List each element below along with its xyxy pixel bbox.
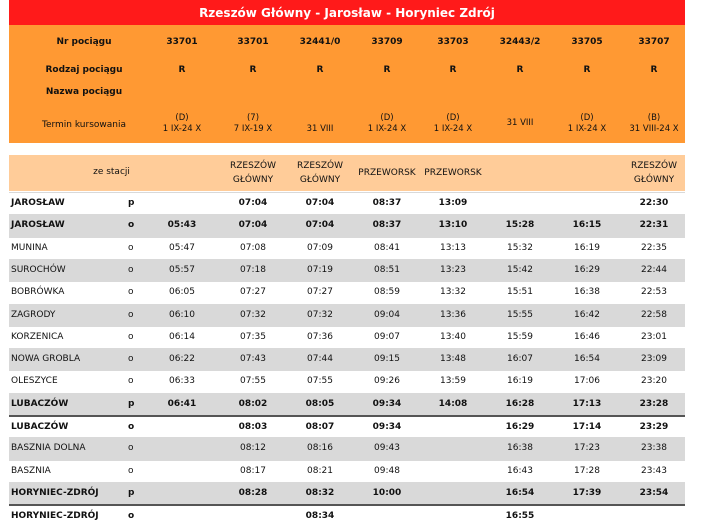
time-cell: 13:23 xyxy=(440,264,466,275)
time-cell: 16:38 xyxy=(574,287,600,298)
header-gap xyxy=(9,143,685,155)
train-number: 32443/2 xyxy=(499,37,541,47)
time-cell: 06:14 xyxy=(169,331,195,342)
train-number: 33703 xyxy=(437,37,469,47)
time-cell: 13:48 xyxy=(440,354,466,365)
table-row xyxy=(9,348,685,371)
arrival-departure-flag: o xyxy=(128,443,134,454)
time-cell: 16:19 xyxy=(574,242,600,253)
train-number: 33705 xyxy=(571,37,603,47)
arrival-departure-flag: o xyxy=(128,309,134,320)
train-type: R xyxy=(650,65,658,75)
time-cell: 13:13 xyxy=(440,242,466,253)
time-cell: 06:41 xyxy=(167,398,197,409)
arrival-departure-flag: o xyxy=(128,220,135,231)
train-schedule: (B) 31 VIII-24 X xyxy=(629,113,679,134)
time-cell: 08:16 xyxy=(307,443,333,454)
time-cell: 10:00 xyxy=(372,487,402,498)
time-cell: 16:46 xyxy=(574,331,600,342)
time-cell: 15:51 xyxy=(507,287,533,298)
time-cell: 07:32 xyxy=(240,309,266,320)
time-cell: 16:15 xyxy=(572,220,602,231)
time-cell: 09:34 xyxy=(372,398,402,409)
station-name: BASZNIA DOLNA xyxy=(11,443,86,454)
time-cell: 07:19 xyxy=(307,264,333,275)
time-cell: 22:30 xyxy=(639,198,669,208)
time-cell: 06:10 xyxy=(169,309,195,320)
time-cell: 13:32 xyxy=(440,287,466,298)
time-cell: 06:05 xyxy=(169,287,195,298)
time-cell: 08:03 xyxy=(238,422,268,432)
time-cell: 22:53 xyxy=(641,287,667,298)
time-cell: 15:42 xyxy=(507,264,533,275)
table-row xyxy=(9,214,685,237)
timetable-title: Rzeszów Główny - Jarosław - Horyniec Zdrój xyxy=(9,0,685,25)
time-cell: 05:57 xyxy=(169,264,195,275)
train-schedule-label: Termin kursowania xyxy=(41,120,126,130)
time-cell: 07:27 xyxy=(240,287,266,298)
time-cell: 16:07 xyxy=(507,354,533,365)
train-type: R xyxy=(383,65,391,75)
time-cell: 07:04 xyxy=(238,198,268,208)
table-row xyxy=(9,482,685,505)
time-cell: 08:59 xyxy=(374,287,400,298)
train-type: R xyxy=(583,65,591,75)
train-number: 32441/0 xyxy=(299,37,341,47)
time-cell: 08:37 xyxy=(372,198,402,208)
station-name: SUROCHÓW xyxy=(11,264,66,275)
station-name: HORYNIEC-ZDRÓJ xyxy=(11,487,99,498)
time-cell: 13:10 xyxy=(438,220,468,231)
train-type: R xyxy=(178,65,186,75)
train-header xyxy=(9,25,685,143)
time-cell: 07:55 xyxy=(307,376,333,387)
time-cell: 08:34 xyxy=(305,511,335,522)
table-row xyxy=(9,259,685,282)
time-cell: 13:36 xyxy=(440,309,466,320)
time-cell: 08:28 xyxy=(238,487,268,498)
arrival-departure-flag: o xyxy=(128,376,134,387)
time-cell: 09:34 xyxy=(372,422,402,432)
time-cell: 07:35 xyxy=(240,331,266,342)
station-name: LUBACZÓW xyxy=(11,422,69,432)
arrival-departure-flag: o xyxy=(128,422,135,432)
time-cell: 23:38 xyxy=(641,443,667,454)
time-cell: 22:58 xyxy=(641,309,667,320)
table-row xyxy=(9,237,685,260)
time-cell: 23:01 xyxy=(641,331,667,342)
train-schedule: (7) 7 IX-19 X xyxy=(233,113,273,134)
table-row xyxy=(9,460,685,483)
time-cell: 16:42 xyxy=(574,309,600,320)
time-cell: 07:27 xyxy=(307,287,333,298)
time-cell: 07:32 xyxy=(307,309,333,320)
arrival-departure-flag: o xyxy=(128,287,134,298)
time-cell: 16:43 xyxy=(507,465,533,476)
time-cell: 08:17 xyxy=(240,465,266,476)
time-cell: 06:33 xyxy=(169,376,195,387)
train-name-label: Nazwa pociągu xyxy=(45,87,123,97)
time-cell: 08:21 xyxy=(307,465,333,476)
origin-label: ze stacji xyxy=(93,167,130,177)
time-cell: 08:02 xyxy=(238,398,268,409)
train-type: R xyxy=(249,65,257,75)
time-cell: 16:54 xyxy=(505,487,535,498)
train-schedule: (D) 1 IX-24 X xyxy=(162,113,202,134)
time-cell: 17:23 xyxy=(574,443,600,454)
time-cell: 07:09 xyxy=(307,242,333,253)
train-number-label: Nr pociągu xyxy=(56,37,112,47)
time-cell: 15:32 xyxy=(507,242,533,253)
station-name: BOBRÓWKA xyxy=(11,287,65,298)
time-cell: 22:31 xyxy=(639,220,669,231)
train-type: R xyxy=(516,65,524,75)
table-row xyxy=(9,326,685,349)
train-number: 33701 xyxy=(166,37,198,47)
train-number: 33707 xyxy=(638,37,670,47)
time-cell: 13:59 xyxy=(440,376,466,387)
time-cell: 05:43 xyxy=(167,220,197,231)
station-name: ZAGRODY xyxy=(11,309,56,320)
time-cell: 08:32 xyxy=(305,487,335,498)
time-cell: 15:59 xyxy=(507,331,533,342)
arrival-departure-flag: p xyxy=(128,198,135,208)
train-number: 33709 xyxy=(371,37,403,47)
time-cell: 17:28 xyxy=(574,465,600,476)
table-row xyxy=(9,281,685,304)
arrival-departure-flag: o xyxy=(128,331,134,342)
time-cell: 23:29 xyxy=(639,422,669,432)
origin-header xyxy=(9,155,685,191)
time-cell: 16:19 xyxy=(507,376,533,387)
station-name: LUBACZÓW xyxy=(11,398,69,409)
time-cell: 16:55 xyxy=(505,511,535,522)
time-cell: 22:35 xyxy=(641,242,667,253)
train-number: 33701 xyxy=(237,37,269,47)
time-cell: 15:55 xyxy=(507,309,533,320)
arrival-departure-flag: o xyxy=(128,354,134,365)
time-cell: 08:12 xyxy=(240,443,266,454)
time-cell: 07:18 xyxy=(240,264,266,275)
train-type: R xyxy=(316,65,324,75)
time-cell: 09:07 xyxy=(374,331,400,342)
time-cell: 23:28 xyxy=(639,398,669,409)
table-row xyxy=(9,393,685,416)
station-name: OLESZYCE xyxy=(11,376,58,387)
time-cell: 14:08 xyxy=(438,398,468,409)
time-cell: 09:04 xyxy=(374,309,400,320)
train-type: R xyxy=(449,65,457,75)
time-cell: 07:36 xyxy=(307,331,333,342)
time-cell: 22:44 xyxy=(641,264,667,275)
origin-station: RZESZÓW GŁÓWNY xyxy=(297,161,343,185)
time-cell: 08:07 xyxy=(305,422,335,432)
table-row xyxy=(9,437,685,460)
time-cell: 13:40 xyxy=(440,331,466,342)
time-cell: 09:15 xyxy=(374,354,400,365)
train-schedule: 31 VIII xyxy=(306,124,334,134)
train-schedule: (D) 1 IX-24 X xyxy=(567,113,607,134)
time-cell: 17:39 xyxy=(572,487,602,498)
time-cell: 13:09 xyxy=(438,198,468,208)
station-name: NOWA GROBLA xyxy=(11,354,81,365)
time-cell: 07:55 xyxy=(240,376,266,387)
time-cell: 07:44 xyxy=(307,354,333,365)
station-name: JAROSŁAW xyxy=(11,198,65,208)
time-cell: 08:51 xyxy=(374,264,400,275)
time-cell: 16:29 xyxy=(505,422,535,432)
origin-station: RZESZÓW GŁÓWNY xyxy=(631,161,677,185)
table-row xyxy=(9,192,685,215)
time-cell: 16:28 xyxy=(505,398,535,409)
time-cell: 09:43 xyxy=(374,443,400,454)
time-cell: 07:04 xyxy=(238,220,268,231)
time-cell: 07:08 xyxy=(240,242,266,253)
time-cell: 16:29 xyxy=(574,264,600,275)
origin-station: RZESZÓW GŁÓWNY xyxy=(230,161,276,185)
time-cell: 17:14 xyxy=(572,422,602,432)
time-cell: 07:04 xyxy=(305,220,335,231)
station-name: BASZNIA xyxy=(11,465,51,476)
table-row xyxy=(9,504,685,528)
time-cell: 08:41 xyxy=(374,242,400,253)
time-cell: 23:09 xyxy=(641,354,667,365)
time-cell: 16:54 xyxy=(574,354,600,365)
station-name: HORYNIEC-ZDRÓJ xyxy=(11,511,99,522)
time-cell: 06:22 xyxy=(169,354,195,365)
arrival-departure-flag: o xyxy=(128,465,134,476)
arrival-departure-flag: o xyxy=(128,242,134,253)
station-name: KORZENICA xyxy=(11,331,64,342)
train-type-label: Rodzaj pociągu xyxy=(45,65,123,75)
time-cell: 16:38 xyxy=(507,443,533,454)
time-cell: 07:43 xyxy=(240,354,266,365)
train-schedule: (D) 1 IX-24 X xyxy=(433,113,473,134)
time-cell: 09:26 xyxy=(374,376,400,387)
table-row xyxy=(9,370,685,393)
train-schedule: 31 VIII xyxy=(506,118,534,128)
time-cell: 09:48 xyxy=(374,465,400,476)
arrival-departure-flag: o xyxy=(128,511,135,522)
arrival-departure-flag: p xyxy=(128,398,135,409)
time-cell: 15:28 xyxy=(505,220,535,231)
train-schedule: (D) 1 IX-24 X xyxy=(367,113,407,134)
time-cell: 23:54 xyxy=(639,487,669,498)
time-cell: 07:04 xyxy=(305,198,335,208)
origin-station: PRZEWORSK xyxy=(358,168,416,178)
time-cell: 23:20 xyxy=(641,376,667,387)
table-row xyxy=(9,415,685,439)
arrival-departure-flag: o xyxy=(128,264,134,275)
time-cell: 05:47 xyxy=(169,242,195,253)
time-cell: 17:06 xyxy=(574,376,600,387)
origin-station: PRZEWORSK xyxy=(424,168,482,178)
time-cell: 08:05 xyxy=(305,398,335,409)
station-name: MUNINA xyxy=(11,242,48,253)
time-cell: 23:43 xyxy=(641,465,667,476)
time-cell: 08:37 xyxy=(372,220,402,231)
table-row xyxy=(9,304,685,327)
time-cell: 17:13 xyxy=(572,398,602,409)
station-name: JAROSŁAW xyxy=(11,220,65,231)
arrival-departure-flag: p xyxy=(128,487,135,498)
